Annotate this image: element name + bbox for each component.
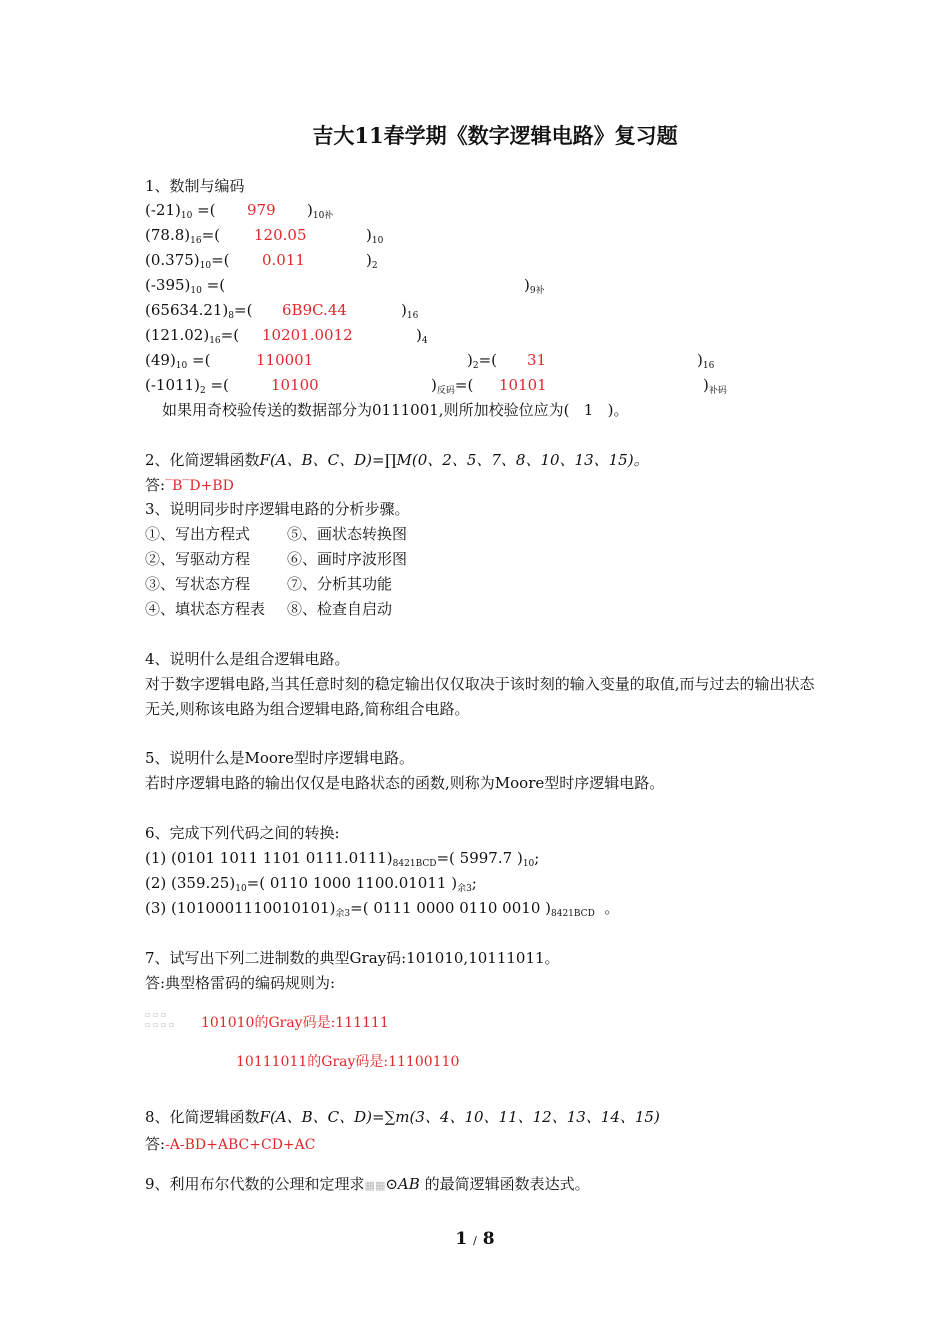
section-8-answer-value: -A-BD+ABC+CD+AC [165,1137,316,1153]
conversion-row-2: $(78.8)_{16}=$( [145,226,220,246]
step-row-2-left: ②、写驱动方程 [145,550,251,568]
section-8-answer: 答:-A-BD+ABC+CD+AC [145,1135,316,1153]
step-row-1-right: ⑤、画状态转换图 [287,525,408,543]
page-number: 1 / 8 [455,1229,495,1249]
row-4-close: )$_{9补}$ [524,276,545,296]
row-3-answer: 0.011 [262,251,305,269]
row-7-mid: )$_2=$( [467,351,498,371]
step-row-4-right: ⑧、检查自启动 [287,600,393,618]
section-3-question: 3、说明同步时序逻辑电路的分析步骤。 [145,500,410,518]
conversion-row-1 [145,200,216,220]
parity-question: 如果用奇校验传送的数据部分为0111001,则所加校验位应为( 1 )。 [162,401,629,419]
row-6-close: )$_4$ [416,326,428,346]
section-9-question: 9、利用布尔代数的公理和定理求▦▦⊙AB 的最简逻辑函数表达式。 [145,1175,590,1193]
faint-image-placeholder: ▫ ▫ ▫ ▫ ▫ ▫ ▫ [145,1010,175,1029]
formula-image-icon: ▦▦ [364,1179,386,1192]
section-7-answer-intro: 答:典型格雷码的编码规则为: [145,974,336,992]
row-8-mid: )$_{反码}=$( [431,376,474,396]
step-row-1-left: ①、写出方程式 [145,525,251,543]
step-row-2-right: ⑥、画时序波形图 [287,550,408,568]
section-2-question: 2、化简逻辑函数F(A、B、C、D)=∏M(0、2、5、7、8、10、13、15)。 [145,451,649,469]
section-2-answer: 答:‾B‾D+BD [145,476,234,494]
row-1-base: 10 [180,211,193,221]
code-row-2: (2) $(359.25)_{10}=$( 0110 1000 1100.01011 )$_{余3}$; [145,874,477,894]
row-8-close: )$_{补码}$ [703,376,727,396]
conversion-row-8: $(-1011)_2$ =( [145,376,229,396]
row-7-close: )$_{16}$ [697,351,715,371]
row-5-answer: 6B9C.44 [282,301,347,319]
row-8-answer-twos: 10101 [499,376,547,394]
gray-code-result-2: 10111011的Gray码是:11100110 [236,1054,460,1070]
section-5-answer: 若时序逻辑电路的输出仅仅是电路状态的函数,则称为Moore型时序逻辑电路。 [145,774,665,792]
row-6-answer: 10201.0012 [262,326,353,344]
row-1-close: )$_{10补}$ [307,201,334,221]
section-5-question: 5、说明什么是Moore型时序逻辑电路。 [145,749,415,767]
row-1-source: (-21) [145,201,181,219]
row-7-answer-binary: 110001 [256,351,314,369]
step-row-3-right: ⑦、分析其功能 [287,575,393,593]
row-7-answer-hex: 31 [527,351,547,369]
step-row-4-left: ④、填状态方程表 [145,600,266,618]
gray-code-result-1: 101010的Gray码是:111111 [201,1015,389,1031]
document-title: 吉大11春学期《数字逻辑电路》复习题 [312,123,678,148]
section-6-question: 6、完成下列代码之间的转换: [145,824,340,842]
conversion-row-7: $(49)_{10}$ =( [145,351,211,371]
section-2-answer-value: ‾B‾D+BD [165,478,234,494]
code-row-1-answer: 5997.7 [459,849,513,867]
conversion-row-4: $(-395)_{10}$ =( [145,276,226,296]
code-row-1: (1) (0101 1011 1101 $0111.0111)_{8421BCD}=$( 5997.7 )$_{10}$; [145,849,540,869]
row-2-close: )$_{10}$ [366,226,384,246]
row-1-answer: 979 [247,201,276,219]
step-row-3-left: ③、写状态方程 [145,575,251,593]
section-7-question: 7、试写出下列二进制数的典型Gray码:101010,10111011。 [145,949,560,967]
row-5-close: )$_{16}$ [401,301,419,321]
row-3-close: )$_2$ [366,251,378,271]
conversion-row-5: $(65634.21)_8=$( [145,301,253,321]
code-row-3: (3) $(1010001110010101)_{余3}=$( 0111 0000 0110 0010 )$_{8421BCD}$ 。 [145,899,620,919]
conversion-row-6: $(121.02)_{16}=$( [145,326,240,346]
row-8-answer-ones: 10100 [271,376,319,394]
parity-answer: 1 [583,401,594,419]
code-row-2-answer: 0110 1000 1100.01011 [269,874,447,892]
section-4-question: 4、说明什么是组合逻辑电路。 [145,650,350,668]
row-1-open: =( [192,201,216,219]
section-4-answer: 对于数字逻辑电路,当其任意时刻的稳定输出仅仅取决于该时刻的输入变量的取值,而与过去的输出状态无关,则称该电路为组合逻辑电路,简称组合电路。 [145,675,815,718]
code-row-3-answer: 0111 0000 0110 0010 [373,899,541,917]
conversion-row-3: $(0.375)_{10}=$( [145,251,230,271]
section-8-question: 8、化简逻辑函数F(A、B、C、D)=∑m(3、4、10、11、12、13、14、15) [145,1108,660,1126]
section-1-heading: 1、数制与编码 [145,177,245,195]
row-2-answer: 120.05 [254,226,307,244]
